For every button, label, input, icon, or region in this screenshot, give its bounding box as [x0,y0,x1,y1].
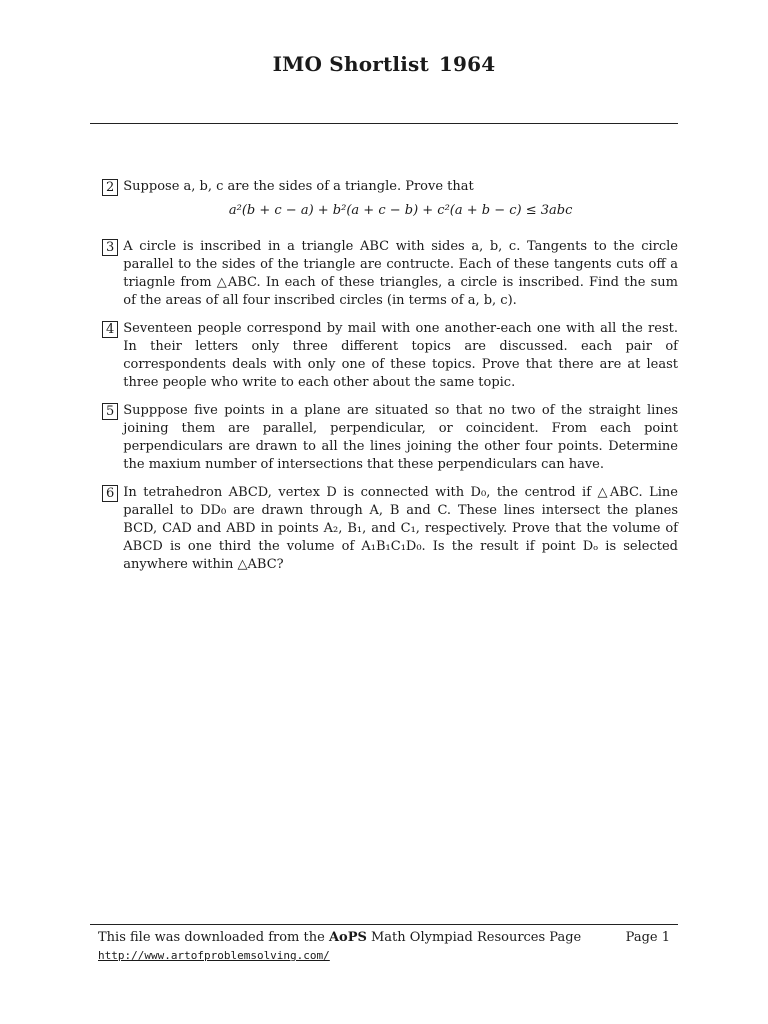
page-footer [98,929,670,965]
footer-text-after: Math Olympiad Resources Page [371,930,582,945]
problem-number: 2 [102,179,118,196]
problem-text: In tetrahedron ABCD, vertex D is connected with D₀, the centrod if △ABC. Line parallel to DD₀ are drawn through A, B and C. These lines intersect the planes BCD, CAD and ABD in points A₂, B₁, and C₁, respectively. Prove that the volume of ABCD is one third the volume of A₁B₁C₁D₀. Is the result if point Dₒ is selected anywhere within △ABC? [123,485,678,572]
page-number: Page 1 [625,930,670,945]
title-competition: IMO Shortlist [272,52,429,76]
problem-number: 3 [102,239,118,256]
footer-credit [98,929,670,947]
problem-2 [102,178,678,228]
problem-number: 6 [102,485,118,502]
problem-number: 5 [102,403,118,420]
header-divider [90,123,678,124]
footer-brand: AoPS [328,930,367,945]
problem-text: A circle is inscribed in a triangle ABC with sides a, b, c. Tangents to the circle parallel to the sides of the triangle are contructe. Each of these tangents cuts off a triagnle from △ABC. In each of these triangles, a circle is inscribed. Find the sum of the areas of all four inscribed circles (in terms of a, b, c). [123,239,678,308]
problem-text: Suppose a, b, c are the sides of a triangle. Prove that [123,179,474,194]
problem-6 [102,484,678,574]
problem-3 [102,238,678,310]
footer-divider [90,924,678,925]
problem-5 [102,402,678,474]
title-year: 1964 [438,52,496,76]
problem-list [102,178,678,584]
footer-text-before: This file was downloaded from the [98,930,325,945]
display-inequality: a²(b + c − a) + b²(a + c − b) + c²(a + b − c) ≤ 3abc [228,203,573,218]
problem-text: Seventeen people correspond by mail with one another-each one with all the rest. In their letters only three different topics are discussed. each pair of correspondents deals with only one of these topics. Prove that there are at least three people who write to each other about the same topic. [123,321,678,390]
problem-4 [102,320,678,392]
problem-text: Supppose five points in a plane are situated so that no two of the straight lines joining them are parallel, perpendicular, or coincident. From each point perpendiculars are drawn to all the lines joining the other four points. Determine the maxium number of intersections that these perpendiculars can have. [123,403,678,472]
footer-url-link[interactable]: http://www.artofproblemsolving.com/ [98,949,330,962]
page-title [0,52,768,76]
problem-number: 4 [102,321,118,338]
